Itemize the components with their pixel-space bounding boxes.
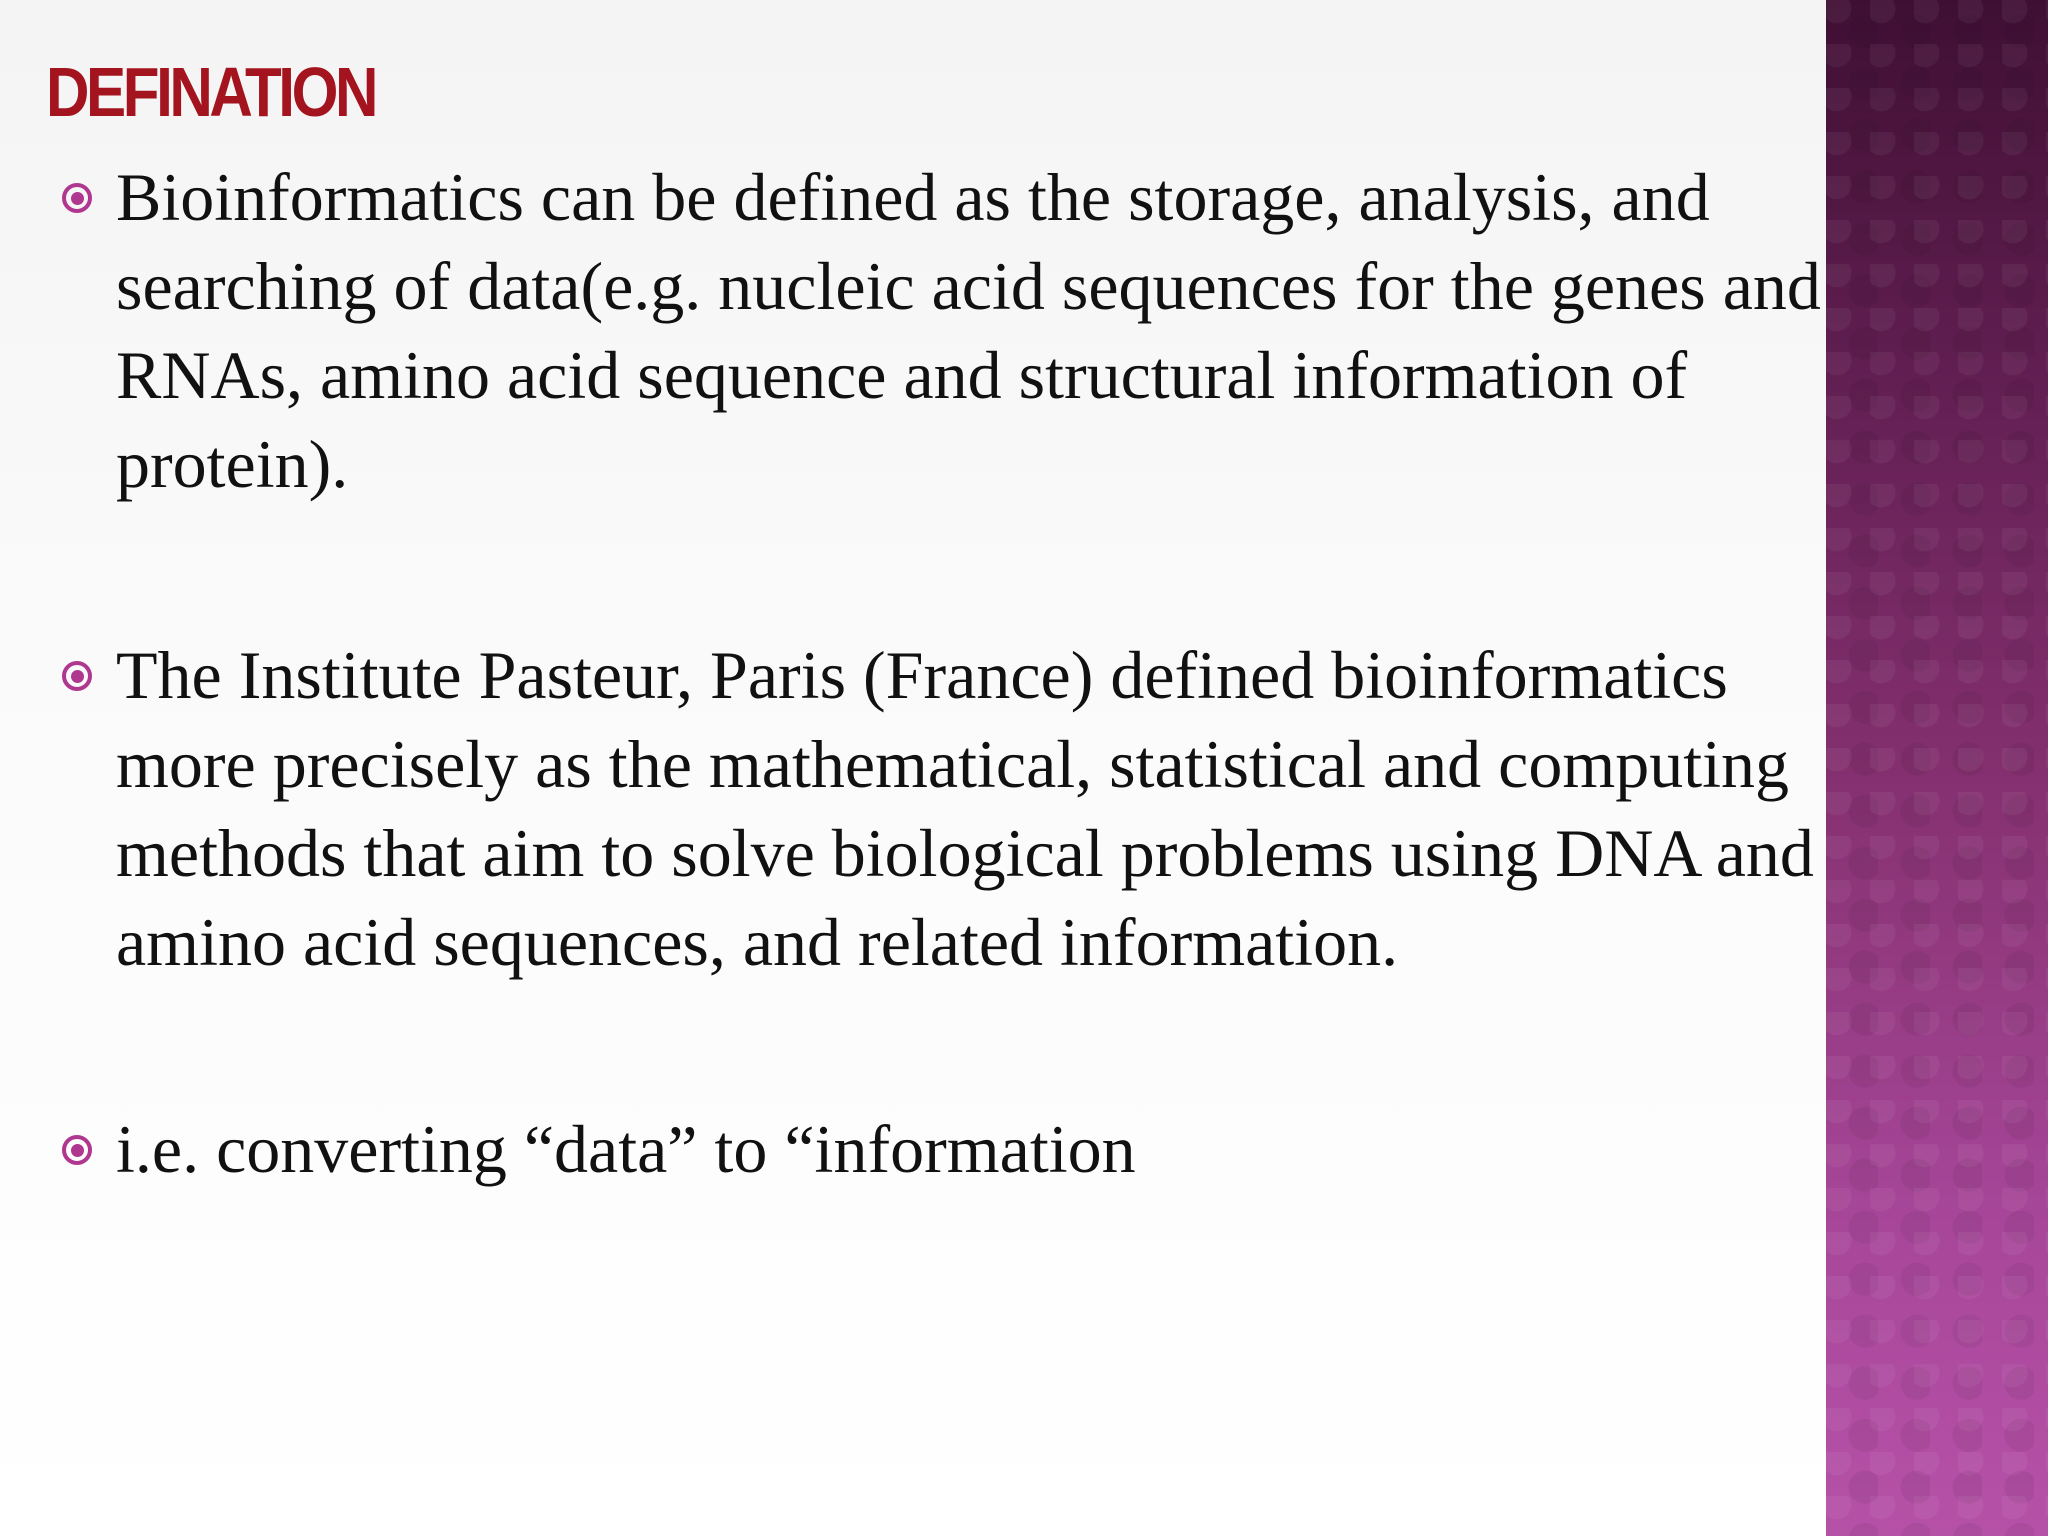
bullet-2-line-2: more precisely as the mathematical, statistical and computing	[116, 726, 1790, 802]
slide-title: DEFINATION	[46, 53, 376, 131]
bullet-text-3	[116, 1105, 1996, 1194]
bullet-text-2	[116, 631, 1996, 987]
bullet-1-line-4: protein).	[116, 426, 349, 502]
bullet-2-line-4: amino acid sequences, and related information.	[116, 904, 1399, 980]
bullet-text-1	[116, 153, 1996, 509]
bullet-3-line-1: i.e. converting “data” to “information	[116, 1111, 1136, 1187]
bullet-1-line-1: Bioinformatics can be defined as the storage, analysis, and	[116, 159, 1710, 235]
target-bullet-icon	[62, 183, 92, 213]
target-bullet-icon	[62, 1135, 92, 1165]
bullet-2-line-1: The Institute Pasteur, Paris (France) defined bioinformatics	[116, 637, 1728, 713]
target-bullet-icon	[62, 661, 92, 691]
bullet-1-line-2: searching of data(e.g. nucleic acid sequences for the genes and	[116, 248, 1821, 324]
bullet-2-line-3: methods that aim to solve biological problems using DNA and	[116, 815, 1814, 891]
bullet-1-line-3: RNAs, amino acid sequence and structural information of	[116, 337, 1688, 413]
